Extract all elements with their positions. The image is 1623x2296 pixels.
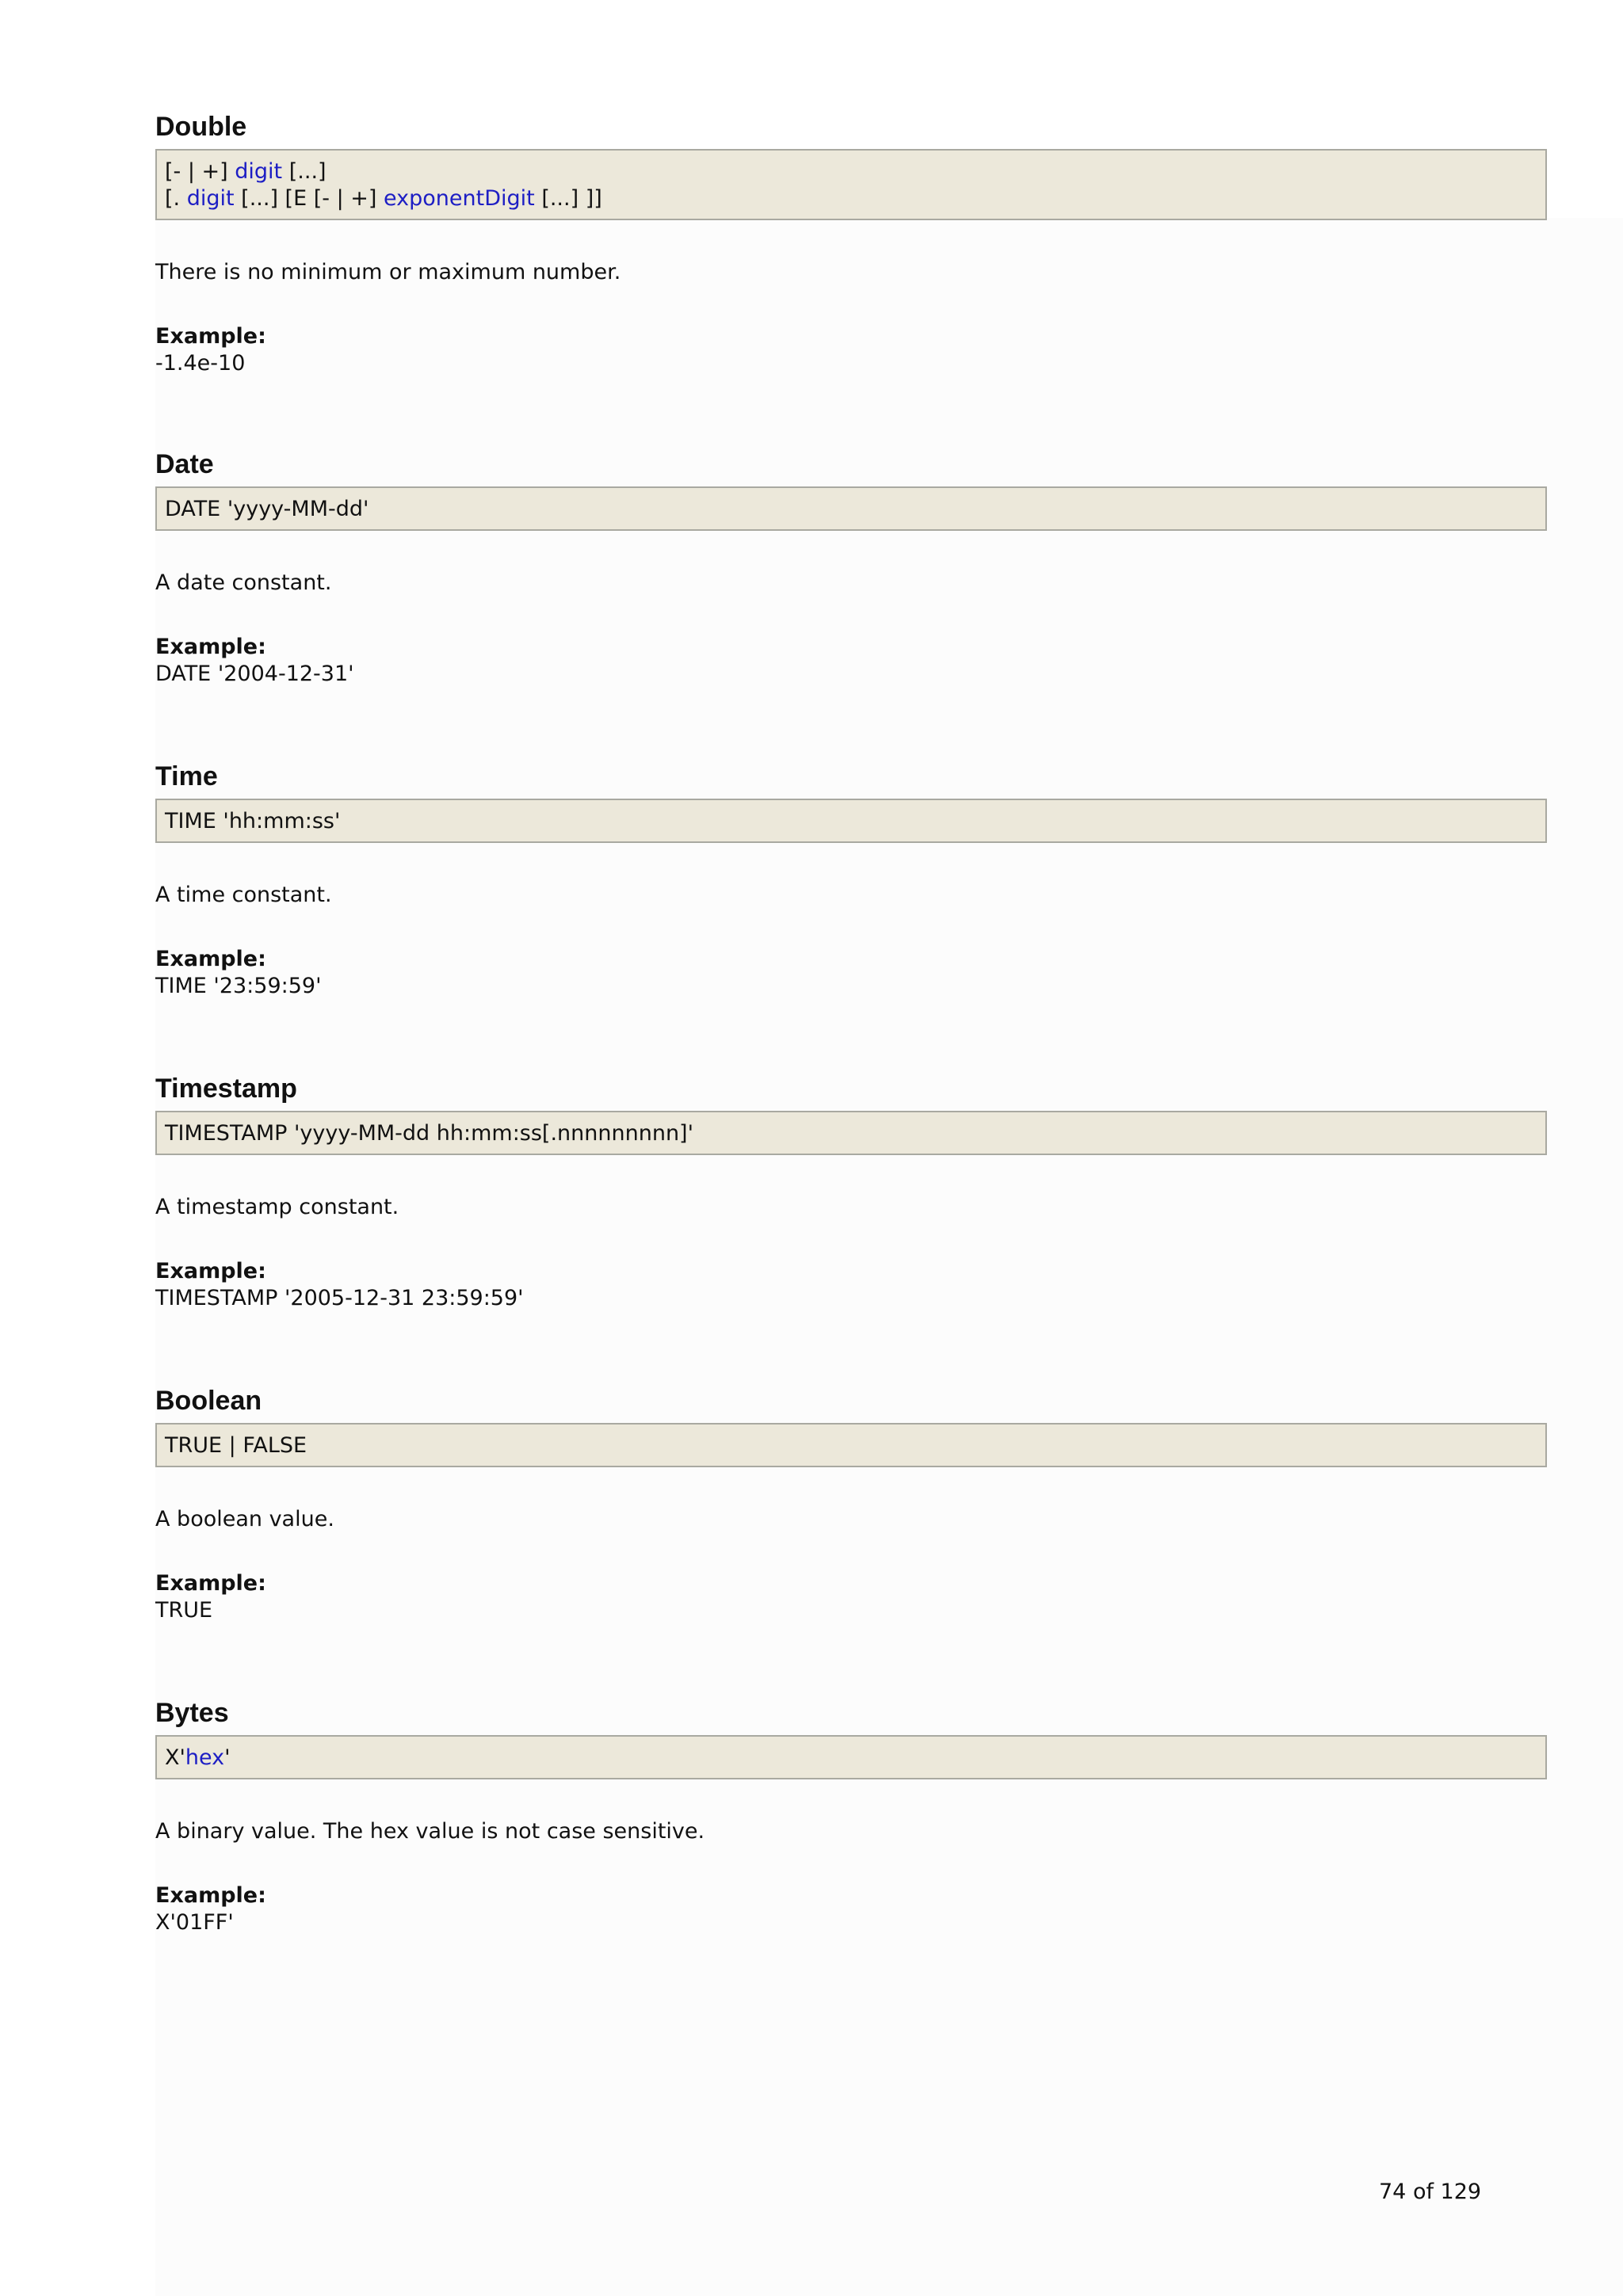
syntax-box: [155, 799, 1547, 843]
example-label: Example:: [155, 1571, 266, 1596]
page-number: 74 of 129: [1379, 2180, 1482, 2204]
example-value: TIME '23:59:59': [155, 974, 322, 998]
section-description: A date constant.: [155, 570, 332, 595]
example-value: X'01FF': [155, 1910, 234, 1935]
syntax-box: [155, 1111, 1547, 1155]
example-value: TIMESTAMP '2005-12-31 23:59:59': [155, 1286, 524, 1310]
syntax-text: ': [224, 1745, 231, 1770]
syntax-link-digit[interactable]: digit: [235, 159, 283, 184]
section-description: A boolean value.: [155, 1507, 334, 1531]
syntax-text: [...] ]]: [534, 186, 602, 211]
syntax-text: [...] [E [- | +]: [234, 186, 384, 211]
syntax-line: [165, 185, 1537, 212]
section-description: A timestamp constant.: [155, 1195, 399, 1219]
section-date: [155, 448, 1549, 718]
syntax-box: [155, 486, 1547, 531]
section-double: [155, 111, 1549, 396]
syntax-link-digit[interactable]: digit: [186, 186, 235, 211]
syntax-link-exponentdigit[interactable]: exponentDigit: [384, 186, 535, 211]
syntax-line: [165, 1120, 1537, 1147]
section-description: A time constant.: [155, 883, 332, 907]
section-description: There is no minimum or maximum number.: [155, 260, 621, 284]
example-label: Example:: [155, 635, 266, 659]
syntax-text: [- | +]: [165, 159, 235, 184]
syntax-box: [155, 149, 1547, 220]
syntax-text: [...]: [282, 159, 327, 184]
section-title: Timestamp: [155, 1074, 297, 1104]
syntax-text: DATE 'yyyy-MM-dd': [165, 497, 369, 521]
syntax-line: [165, 158, 1537, 185]
syntax-text: TRUE | FALSE: [165, 1433, 307, 1458]
syntax-box: [155, 1735, 1547, 1779]
example-value: TRUE: [155, 1598, 213, 1623]
syntax-text: TIME 'hh:mm:ss': [165, 809, 341, 833]
syntax-line: [165, 496, 1537, 523]
example-value: DATE '2004-12-31': [155, 662, 354, 686]
section-timestamp: [155, 1073, 1549, 1342]
section-bytes: [155, 1697, 1549, 1966]
section-title: Time: [155, 761, 218, 791]
syntax-text: TIMESTAMP 'yyyy-MM-dd hh:mm:ss[.nnnnnnnnn]': [165, 1121, 694, 1146]
syntax-text: X': [165, 1745, 185, 1770]
section-title: Date: [155, 449, 214, 479]
section-time: [155, 761, 1549, 1030]
syntax-link-hex[interactable]: hex: [185, 1745, 225, 1770]
example-label: Example:: [155, 947, 266, 971]
syntax-box: [155, 1423, 1547, 1467]
example-label: Example:: [155, 1259, 266, 1283]
syntax-line: [165, 1432, 1537, 1459]
example-label: Example:: [155, 1883, 266, 1908]
section-title: Double: [155, 112, 247, 142]
section-title: Bytes: [155, 1698, 229, 1728]
syntax-line: [165, 808, 1537, 835]
syntax-line: [165, 1745, 1537, 1772]
section-description: A binary value. The hex value is not case sensitive.: [155, 1819, 705, 1844]
example-label: Example:: [155, 324, 266, 349]
section-title: Boolean: [155, 1386, 262, 1416]
section-boolean: [155, 1385, 1549, 1654]
example-value: -1.4e-10: [155, 351, 246, 376]
syntax-text: [.: [165, 186, 187, 211]
